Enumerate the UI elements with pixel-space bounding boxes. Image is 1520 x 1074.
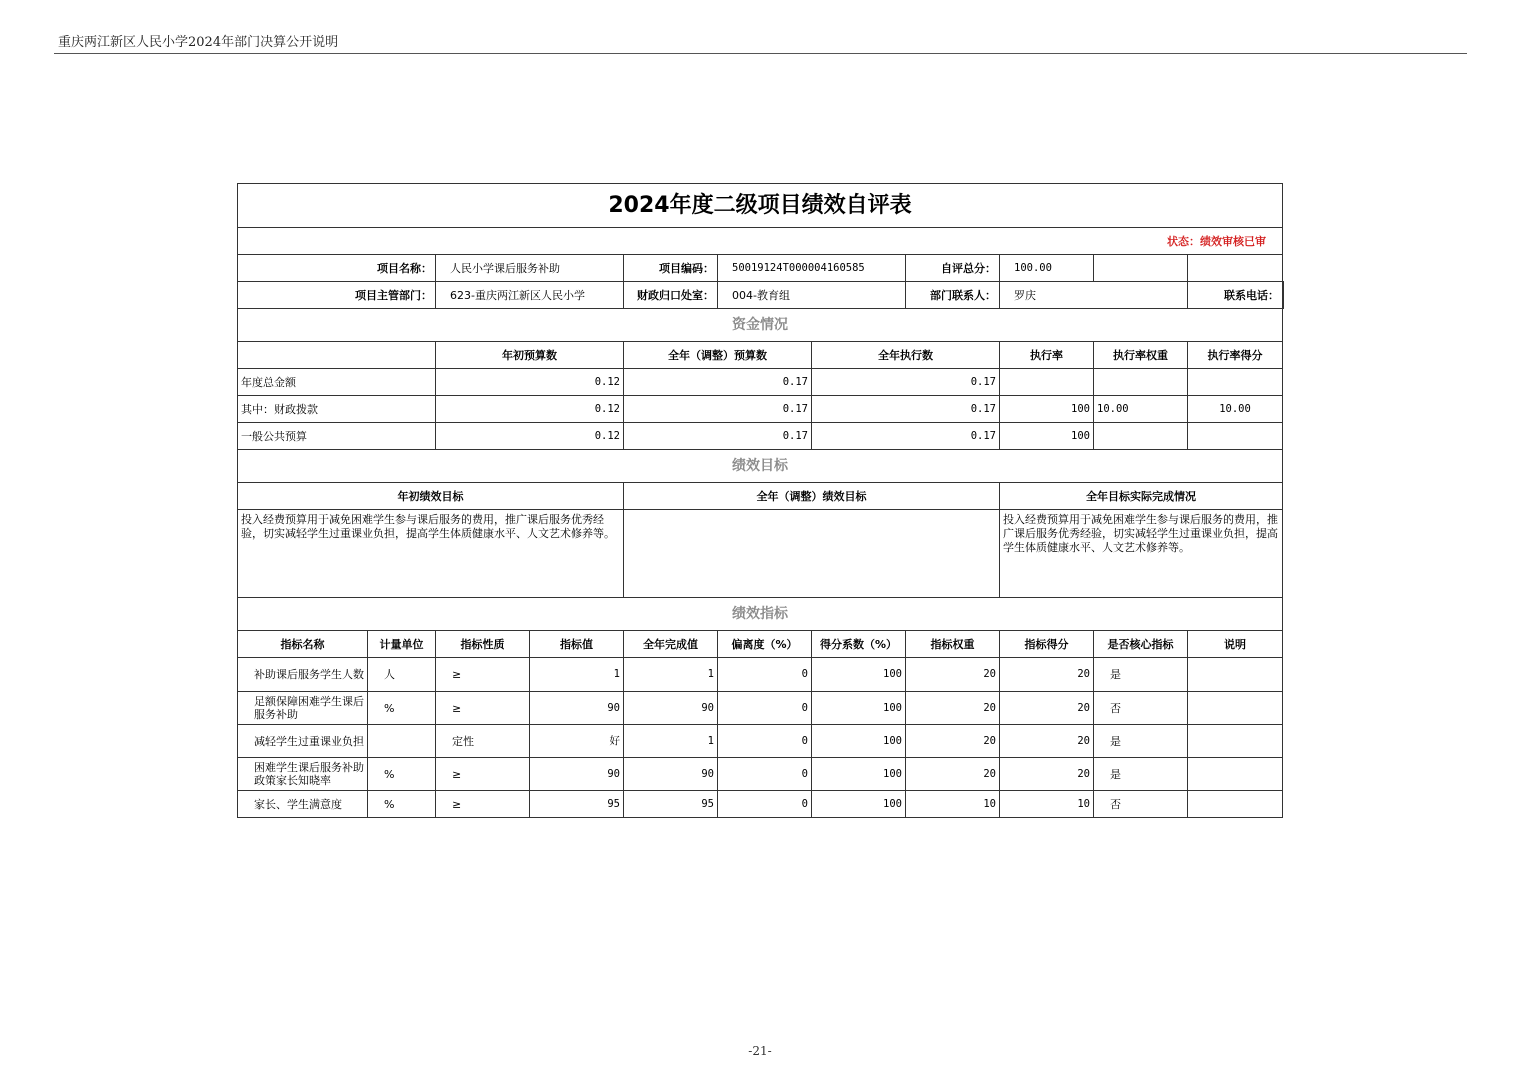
indicators-header-row — [238, 631, 1284, 658]
indicator-header: 指标得分 — [1000, 631, 1094, 658]
indicator-header: 是否核心指标 — [1094, 631, 1188, 658]
phone-label: 联系电话： — [1188, 282, 1283, 309]
indicator-deviation: 0 — [718, 758, 812, 791]
indicator-deviation: 0 — [718, 791, 812, 818]
project-code-value: 50019124T000004160585 — [718, 255, 906, 282]
department-value: 623-重庆两江新区人民小学 — [436, 282, 624, 309]
indicator-weight: 10 — [906, 791, 1000, 818]
funds-weight: 10.00 — [1094, 396, 1188, 423]
indicator-unit — [368, 725, 436, 758]
indicator-unit: % — [368, 791, 436, 818]
indicator-note — [1188, 692, 1283, 725]
project-name-value: 人民小学课后服务补助 — [436, 255, 624, 282]
indicator-value: 1 — [530, 658, 624, 692]
indicator-weight: 20 — [906, 692, 1000, 725]
goals-header: 年初绩效目标 — [238, 483, 624, 510]
goals-section-title: 绩效目标 — [238, 450, 1283, 483]
indicator-header: 指标权重 — [906, 631, 1000, 658]
funds-header: 全年（调整）预算数 — [624, 342, 812, 369]
finance-office-value: 004-教育组 — [718, 282, 906, 309]
funds-initial: 0.12 — [436, 396, 624, 423]
funds-weight — [1094, 423, 1188, 450]
contact-label: 部门联系人： — [906, 282, 1000, 309]
indicator-score: 20 — [1000, 692, 1094, 725]
funds-row-name: 一般公共预算 — [238, 423, 436, 450]
funds-adjusted: 0.17 — [624, 369, 812, 396]
indicator-row — [238, 791, 1284, 818]
goals-header-row — [238, 483, 1284, 510]
empty-cell — [1188, 255, 1283, 282]
funds-rate: 100 — [1000, 423, 1094, 450]
header-divider — [54, 53, 1467, 54]
funds-rate: 100 — [1000, 396, 1094, 423]
indicator-coefficient: 100 — [812, 791, 906, 818]
indicator-nature: ≥ — [436, 758, 530, 791]
funds-header: 年初预算数 — [436, 342, 624, 369]
indicator-core: 否 — [1094, 791, 1188, 818]
funds-executed: 0.17 — [812, 369, 1000, 396]
funds-header: 执行率得分 — [1188, 342, 1283, 369]
funds-adjusted: 0.17 — [624, 396, 812, 423]
indicator-row — [238, 658, 1284, 692]
funds-row-name: 年度总金额 — [238, 369, 436, 396]
funds-row-name: 其中：财政拨款 — [238, 396, 436, 423]
actual-completion-text: 投入经费预算用于减免困难学生参与课后服务的费用，推广课后服务优秀经验，切实减轻学生过重课业负担，提高学生体质健康水平、人文艺术修养等。 — [1000, 510, 1283, 598]
indicator-coefficient: 100 — [812, 658, 906, 692]
funds-score: 10.00 — [1188, 396, 1283, 423]
indicator-completed: 90 — [624, 692, 718, 725]
funds-executed: 0.17 — [812, 396, 1000, 423]
indicator-value: 95 — [530, 791, 624, 818]
funds-executed: 0.17 — [812, 423, 1000, 450]
document-header-title: 重庆两江新区人民小学2024年部门决算公开说明 — [58, 35, 339, 50]
indicator-note — [1188, 758, 1283, 791]
funds-score — [1188, 369, 1283, 396]
funds-initial: 0.12 — [436, 369, 624, 396]
indicator-row — [238, 692, 1284, 725]
indicator-unit: % — [368, 758, 436, 791]
info-row-1 — [238, 255, 1284, 282]
self-score-label: 自评总分： — [906, 255, 1000, 282]
indicator-weight: 20 — [906, 658, 1000, 692]
goals-header: 全年目标实际完成情况 — [1000, 483, 1283, 510]
indicator-deviation: 0 — [718, 725, 812, 758]
indicator-unit: % — [368, 692, 436, 725]
project-name-label: 项目名称： — [238, 255, 436, 282]
indicator-score: 20 — [1000, 658, 1094, 692]
indicator-coefficient: 100 — [812, 725, 906, 758]
review-status: 状态：绩效审核已审 — [238, 228, 1283, 255]
indicator-core: 是 — [1094, 658, 1188, 692]
indicator-core: 是 — [1094, 725, 1188, 758]
indicator-header: 说明 — [1188, 631, 1283, 658]
indicator-deviation: 0 — [718, 692, 812, 725]
indicator-weight: 20 — [906, 725, 1000, 758]
info-row-2 — [238, 282, 1284, 309]
indicator-score: 20 — [1000, 725, 1094, 758]
indicator-note — [1188, 791, 1283, 818]
adjusted-goal-text — [624, 510, 1000, 598]
indicator-name: 困难学生课后服务补助政策家长知晓率 — [238, 758, 368, 791]
finance-office-label: 财政归口处室： — [624, 282, 718, 309]
indicator-header: 偏离度（%） — [718, 631, 812, 658]
indicator-unit: 人 — [368, 658, 436, 692]
indicator-note — [1188, 658, 1283, 692]
initial-goal-text: 投入经费预算用于减免困难学生参与课后服务的费用，推广课后服务优秀经验，切实减轻学生过重课业负担，提高学生体质健康水平、人文艺术修养等。 — [238, 510, 624, 598]
indicator-name: 补助课后服务学生人数 — [238, 658, 368, 692]
funds-section-title: 资金情况 — [238, 309, 1283, 342]
funds-rate — [1000, 369, 1094, 396]
funds-row — [238, 423, 1284, 450]
funds-adjusted: 0.17 — [624, 423, 812, 450]
indicator-deviation: 0 — [718, 658, 812, 692]
goals-header: 全年（调整）绩效目标 — [624, 483, 1000, 510]
funds-header: 执行率权重 — [1094, 342, 1188, 369]
project-code-label: 项目编码： — [624, 255, 718, 282]
indicator-value: 好 — [530, 725, 624, 758]
indicator-value: 90 — [530, 758, 624, 791]
goals-content-row — [238, 510, 1284, 598]
funds-weight — [1094, 369, 1188, 396]
indicator-coefficient: 100 — [812, 692, 906, 725]
funds-header-row — [238, 342, 1284, 369]
indicator-row — [238, 725, 1284, 758]
indicator-name: 足额保障困难学生课后服务补助 — [238, 692, 368, 725]
indicator-score: 10 — [1000, 791, 1094, 818]
indicators-section-title: 绩效指标 — [238, 598, 1283, 631]
indicator-name: 减轻学生过重课业负担 — [238, 725, 368, 758]
indicator-row — [238, 758, 1284, 791]
indicator-header: 得分系数（%） — [812, 631, 906, 658]
indicator-header: 计量单位 — [368, 631, 436, 658]
indicator-weight: 20 — [906, 758, 1000, 791]
indicator-completed: 90 — [624, 758, 718, 791]
indicator-coefficient: 100 — [812, 758, 906, 791]
indicator-completed: 95 — [624, 791, 718, 818]
contact-value: 罗庆 — [1000, 282, 1188, 309]
funds-row — [238, 369, 1284, 396]
funds-header: 执行率 — [1000, 342, 1094, 369]
indicator-note — [1188, 725, 1283, 758]
phone-value — [1283, 282, 1284, 309]
funds-initial: 0.12 — [436, 423, 624, 450]
empty-cell — [238, 342, 436, 369]
page-number: -21- — [748, 1044, 772, 1058]
indicator-header: 全年完成值 — [624, 631, 718, 658]
indicator-nature: ≥ — [436, 791, 530, 818]
indicator-header: 指标名称 — [238, 631, 368, 658]
department-label: 项目主管部门： — [238, 282, 436, 309]
indicator-nature: ≥ — [436, 692, 530, 725]
self-score-value: 100.00 — [1000, 255, 1094, 282]
indicator-name: 家长、学生满意度 — [238, 791, 368, 818]
indicator-nature: 定性 — [436, 725, 530, 758]
funds-header: 全年执行数 — [812, 342, 1000, 369]
indicator-header: 指标值 — [530, 631, 624, 658]
indicator-nature: ≥ — [436, 658, 530, 692]
indicator-completed: 1 — [624, 658, 718, 692]
indicator-completed: 1 — [624, 725, 718, 758]
form-title: 2024年度二级项目绩效自评表 — [238, 184, 1283, 228]
indicator-score: 20 — [1000, 758, 1094, 791]
funds-row — [238, 396, 1284, 423]
indicator-header: 指标性质 — [436, 631, 530, 658]
indicator-core: 是 — [1094, 758, 1188, 791]
performance-evaluation-table — [237, 183, 1284, 818]
indicator-value: 90 — [530, 692, 624, 725]
indicator-core: 否 — [1094, 692, 1188, 725]
funds-score — [1188, 423, 1283, 450]
empty-cell — [1094, 255, 1188, 282]
